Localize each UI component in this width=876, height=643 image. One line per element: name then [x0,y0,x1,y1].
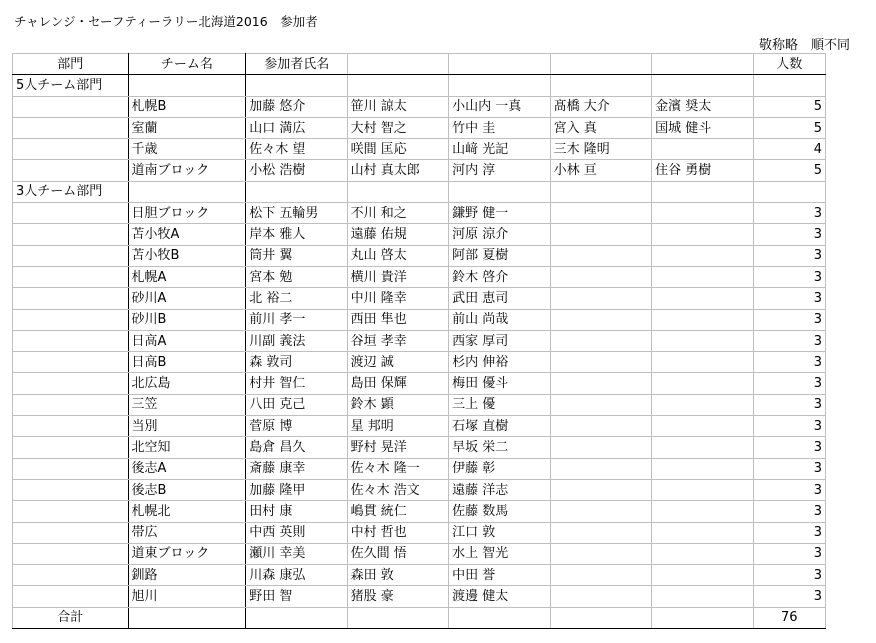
member-name: 武田 恵司 [449,288,550,309]
member-name: 河内 淳 [449,160,550,181]
member-name [550,543,651,564]
member-name: 宮入 真 [550,117,651,138]
member-name: 渡辺 誠 [347,352,448,373]
member-name: 森 敦司 [246,352,347,373]
empty-cell [753,75,825,96]
member-name [550,437,651,458]
team-name: 札幌B [128,96,246,117]
total-count: 76 [753,607,825,628]
total-blank [246,607,347,628]
member-name: 野田 智 [246,586,347,607]
empty-cell [347,181,448,202]
member-count: 4 [753,139,825,160]
team-row [13,245,826,266]
member-name: 岸本 雅人 [246,224,347,245]
member-count: 3 [753,203,825,224]
empty-cell [13,245,129,266]
empty-cell [13,416,129,437]
member-name: 石塚 直樹 [449,416,550,437]
member-count: 3 [753,501,825,522]
member-name: 前川 孝一 [246,309,347,330]
header-blank [550,54,651,75]
team-row [13,309,826,330]
team-name: 日高B [128,352,246,373]
member-name [550,330,651,351]
member-name [550,309,651,330]
member-name: 中田 誉 [449,565,550,586]
member-name: 加藤 悠介 [246,96,347,117]
member-count: 3 [753,437,825,458]
team-row [13,565,826,586]
member-count: 3 [753,266,825,287]
member-name [652,352,753,373]
member-name: 森田 敦 [347,565,448,586]
empty-cell [13,543,129,564]
total-blank [550,607,651,628]
team-row [13,224,826,245]
empty-cell [128,181,246,202]
member-name [652,565,753,586]
member-name: 鈴木 啓介 [449,266,550,287]
team-name: 道南ブロック [128,160,246,181]
member-name [550,373,651,394]
member-name [652,224,753,245]
member-name [550,586,651,607]
team-row [13,437,826,458]
team-row [13,586,826,607]
member-name: 三上 優 [449,394,550,415]
member-name: 佐々木 浩文 [347,479,448,500]
member-name: 中西 英則 [246,522,347,543]
team-row [13,394,826,415]
team-row [13,479,826,500]
member-name: 松下 五輪男 [246,203,347,224]
member-count: 3 [753,309,825,330]
member-count: 3 [753,416,825,437]
member-count: 3 [753,458,825,479]
member-name: 村井 智仁 [246,373,347,394]
team-name: 砂川A [128,288,246,309]
member-name: 三木 隆明 [550,139,651,160]
member-name: 渡邊 健太 [449,586,550,607]
team-row [13,330,826,351]
team-name: 釧路 [128,565,246,586]
team-name: 道東ブロック [128,543,246,564]
member-name: 小山内 一真 [449,96,550,117]
member-name [652,309,753,330]
member-name: 横川 貴洋 [347,266,448,287]
member-name [652,416,753,437]
section-label: 5人チーム部門 [13,75,129,96]
team-row [13,203,826,224]
member-name: 山口 満広 [246,117,347,138]
member-name [652,543,753,564]
team-name: 当別 [128,416,246,437]
member-name: 野村 晃洋 [347,437,448,458]
header-blank [449,54,550,75]
empty-cell [13,565,129,586]
member-count: 3 [753,245,825,266]
team-name: 日高A [128,330,246,351]
member-name: 佐々木 隆一 [347,458,448,479]
member-name [550,394,651,415]
empty-cell [13,266,129,287]
member-name [550,458,651,479]
member-name [652,394,753,415]
total-row [13,607,826,628]
member-name: 河原 涼介 [449,224,550,245]
member-name [652,245,753,266]
member-count: 3 [753,330,825,351]
empty-cell [246,181,347,202]
member-name [652,501,753,522]
team-row [13,501,826,522]
team-row [13,416,826,437]
empty-cell [13,522,129,543]
member-count: 5 [753,160,825,181]
member-name: 江口 敦 [449,522,550,543]
header-team: チーム名 [128,54,246,75]
empty-cell [128,75,246,96]
member-name: 竹中 圭 [449,117,550,138]
member-name: 北 裕二 [246,288,347,309]
member-count: 5 [753,96,825,117]
header-count: 人数 [753,54,825,75]
member-name [652,288,753,309]
member-name [652,586,753,607]
empty-cell [13,458,129,479]
member-name: 宮本 勉 [246,266,347,287]
member-name [652,437,753,458]
empty-cell [13,352,129,373]
empty-cell [13,309,129,330]
member-name: 猪股 豪 [347,586,448,607]
empty-cell [652,75,753,96]
empty-cell [246,75,347,96]
empty-cell [13,203,129,224]
member-name: 菅原 博 [246,416,347,437]
member-name: 阿部 夏樹 [449,245,550,266]
header-participants: 参加者氏名 [246,54,347,75]
empty-cell [550,181,651,202]
total-blank [347,607,448,628]
team-name: 千歳 [128,139,246,160]
member-name: 早坂 栄二 [449,437,550,458]
member-name: 谷垣 孝幸 [347,330,448,351]
participant-table [12,53,826,629]
team-name: 北広島 [128,373,246,394]
team-name: 後志B [128,479,246,500]
member-name [652,458,753,479]
empty-cell [13,224,129,245]
member-name [550,266,651,287]
member-name: 遠藤 洋志 [449,479,550,500]
team-row [13,288,826,309]
team-row [13,160,826,181]
member-count: 3 [753,565,825,586]
empty-cell [753,181,825,202]
member-count: 5 [753,117,825,138]
member-name: 伊藤 彰 [449,458,550,479]
member-name [652,266,753,287]
member-name: 加藤 隆甲 [246,479,347,500]
member-name: 大村 智之 [347,117,448,138]
member-count: 3 [753,543,825,564]
empty-cell [13,394,129,415]
team-row [13,522,826,543]
document-title: チャレンジ・セーフティーラリー北海道2016 参加者 [14,14,318,29]
team-name: 日胆ブロック [128,203,246,224]
empty-cell [13,373,129,394]
member-name [550,501,651,522]
total-blank [652,607,753,628]
member-name: 笹川 諒太 [347,96,448,117]
team-name: 帯広 [128,522,246,543]
member-count: 3 [753,288,825,309]
member-count: 3 [753,373,825,394]
header-row [13,54,826,75]
section-label: 3人チーム部門 [13,181,129,202]
member-name: 水上 智光 [449,543,550,564]
member-name: 山﨑 光記 [449,139,550,160]
team-name: 札幌北 [128,501,246,522]
member-name: 鈴木 顕 [347,394,448,415]
member-count: 3 [753,394,825,415]
header-blank [347,54,448,75]
team-name: 札幌A [128,266,246,287]
member-name: 山村 真太郎 [347,160,448,181]
team-row [13,458,826,479]
team-name: 北空知 [128,437,246,458]
team-name: 三笠 [128,394,246,415]
member-name: 斎藤 康幸 [246,458,347,479]
member-count: 3 [753,522,825,543]
member-name [550,565,651,586]
member-name: 佐藤 数馬 [449,501,550,522]
member-name [550,479,651,500]
team-row [13,96,826,117]
empty-cell [13,437,129,458]
member-name [550,522,651,543]
member-name [550,416,651,437]
team-row [13,373,826,394]
member-name: 川森 康弘 [246,565,347,586]
team-row [13,352,826,373]
team-name: 砂川B [128,309,246,330]
member-count: 3 [753,352,825,373]
member-name [652,330,753,351]
member-name: 嶋貫 統仁 [347,501,448,522]
total-blank [128,607,246,628]
member-name: 島田 保輝 [347,373,448,394]
member-count: 3 [753,586,825,607]
empty-cell [13,479,129,500]
member-name: 不川 和之 [347,203,448,224]
member-name: 中村 哲也 [347,522,448,543]
member-name: 金濱 奨太 [652,96,753,117]
member-name: 瀬川 幸美 [246,543,347,564]
empty-cell [347,75,448,96]
member-name: 星 邦明 [347,416,448,437]
member-name: 八田 克己 [246,394,347,415]
empty-cell [13,330,129,351]
member-count: 3 [753,479,825,500]
member-name: 丸山 啓太 [347,245,448,266]
member-name [550,352,651,373]
team-name: 旭川 [128,586,246,607]
member-name: 島倉 昌久 [246,437,347,458]
member-name [550,203,651,224]
member-name: 杉内 伸裕 [449,352,550,373]
empty-cell [550,75,651,96]
section-row [13,75,826,96]
member-name [550,288,651,309]
empty-cell [13,586,129,607]
member-count: 3 [753,224,825,245]
empty-cell [449,75,550,96]
member-name [550,245,651,266]
empty-cell [652,181,753,202]
team-name: 苫小牧B [128,245,246,266]
member-name [652,479,753,500]
empty-cell [13,139,129,160]
member-name: 筒井 翼 [246,245,347,266]
empty-cell [449,181,550,202]
team-row [13,543,826,564]
member-name: 髙橋 大介 [550,96,651,117]
member-name: 梅田 優斗 [449,373,550,394]
member-name: 中川 隆幸 [347,288,448,309]
member-name: 住谷 勇樹 [652,160,753,181]
header-blank [652,54,753,75]
honorific-note: 敬称略 順不同 [758,38,850,53]
member-name: 田村 康 [246,501,347,522]
team-row [13,117,826,138]
team-row [13,266,826,287]
empty-cell [13,96,129,117]
empty-cell [13,501,129,522]
header-division: 部門 [13,54,129,75]
member-name: 遠藤 佑規 [347,224,448,245]
member-name: 小林 亘 [550,160,651,181]
member-name [550,224,651,245]
team-name: 苫小牧A [128,224,246,245]
empty-cell [13,288,129,309]
member-name: 川副 義法 [246,330,347,351]
team-name: 後志A [128,458,246,479]
member-name [652,522,753,543]
empty-cell [13,117,129,138]
member-name: 鎌野 健一 [449,203,550,224]
member-name [652,139,753,160]
empty-cell [13,160,129,181]
total-blank [449,607,550,628]
member-name: 西家 厚司 [449,330,550,351]
total-label: 合計 [13,607,129,628]
section-row [13,181,826,202]
member-name: 西田 隼也 [347,309,448,330]
member-name: 咲間 匡応 [347,139,448,160]
member-name: 佐久間 悟 [347,543,448,564]
member-name: 国城 健斗 [652,117,753,138]
team-name: 室蘭 [128,117,246,138]
member-name: 前山 尚哉 [449,309,550,330]
member-name [652,203,753,224]
member-name: 小松 浩樹 [246,160,347,181]
team-row [13,139,826,160]
member-name: 佐々木 望 [246,139,347,160]
member-name [652,373,753,394]
